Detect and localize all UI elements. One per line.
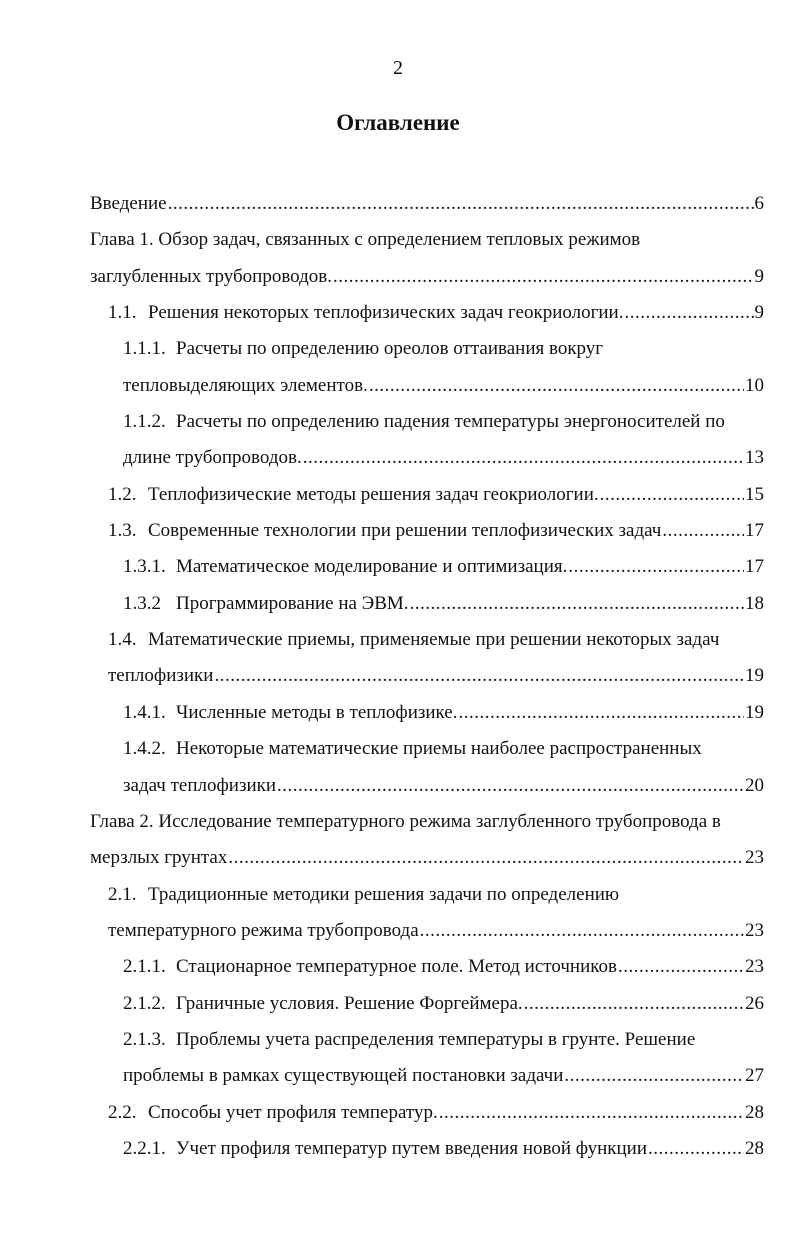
toc-entry-title: Учет профиля температур путем введения новой функции [176, 1137, 648, 1159]
toc-entry-2-1-1[interactable] [123, 949, 764, 985]
dot-leader [410, 586, 744, 622]
dot-leader [214, 658, 744, 694]
toc-entry-1-3[interactable] [108, 513, 764, 549]
dot-leader [420, 913, 744, 949]
toc-entry-title: Стационарное температурное поле. Метод источников [176, 956, 617, 978]
toc-entry-title: Граничные условия. Решение Форгеймера. [176, 992, 523, 1014]
toc-entry-title: Проблемы учета распределения температуры в грунте. Решение [176, 1028, 696, 1050]
toc-entry-title-continued: тепловыделяющих элементов. [123, 374, 368, 396]
toc-entry-number: 2.2. [108, 1101, 137, 1123]
dot-leader [564, 1058, 744, 1094]
toc-entry-page: 13 [745, 447, 764, 469]
toc-entry-page: 9 [754, 265, 764, 287]
toc-entry-title: Решения некоторых теплофизических задач геокриологии. [148, 302, 624, 324]
toc-entry-number: 1.3.1. [123, 556, 166, 578]
dot-leader [624, 295, 753, 331]
toc-entry-chapter-1[interactable] [90, 222, 764, 295]
toc-entry-chapter-2[interactable] [90, 804, 764, 877]
toc-entry-title-continued: теплофизики [108, 665, 214, 687]
toc-entry-1-2[interactable] [108, 477, 764, 513]
toc-entry-2-1-3[interactable] [123, 1022, 764, 1095]
dot-leader [600, 477, 744, 513]
dot-leader [333, 259, 753, 295]
toc-entry-number: 1.3.2 [123, 592, 161, 614]
toc-entry-1-4-2[interactable] [123, 731, 764, 804]
toc-entry-title-continued: заглубленных трубопроводов. [90, 265, 333, 287]
toc-entry-1-4[interactable] [108, 622, 764, 695]
toc-entry-page: 17 [745, 520, 764, 542]
toc-entry-page: 9 [754, 302, 764, 324]
toc-entry-page: 15 [745, 483, 764, 505]
toc-entry-title: Традиционные методики решения задачи по определению [148, 883, 620, 905]
toc-entry-title: Современные технологии при решении теплофизических задач [148, 520, 662, 542]
toc-entry-title: Глава 1. Обзор задач, связанных с определением тепловых режимов [90, 229, 641, 251]
toc-entry-number: 2.2.1. [123, 1137, 166, 1159]
toc-entry-title: Математические приемы, применяемые при решении некоторых задач [148, 629, 720, 651]
toc-entry-title-continued: мерзлых грунтах [90, 847, 228, 869]
toc-entry-number: 1.4. [108, 629, 137, 651]
toc-entry-number: 2.1.2. [123, 992, 166, 1014]
dot-leader [303, 440, 744, 476]
toc-entry-page: 28 [745, 1101, 764, 1123]
toc-entry-page: 26 [745, 992, 764, 1014]
page-number: 2 [393, 57, 403, 79]
toc-title: Оглавление [336, 110, 460, 135]
toc-entry-page: 28 [745, 1137, 764, 1159]
toc-entry-page: 10 [745, 374, 764, 396]
dot-leader [524, 986, 744, 1022]
toc-entry-number: 1.1.1. [123, 338, 166, 360]
dot-leader [228, 840, 744, 876]
toc-entry-page: 19 [745, 701, 764, 723]
table-of-contents [90, 186, 764, 1167]
toc-entry-title: Математическое моделирование и оптимизация. [176, 556, 568, 578]
dot-leader [277, 768, 744, 804]
toc-entry-title: Численные методы в теплофизике. [176, 701, 458, 723]
dot-leader [618, 949, 744, 985]
toc-entry-page: 23 [745, 847, 764, 869]
toc-entry-title: Способы учет профиля температур. [148, 1101, 438, 1123]
dot-leader [662, 513, 744, 549]
toc-entry-number: 2.1.3. [123, 1028, 166, 1050]
toc-entry-title: Глава 2. Исследование температурного режима заглубленного трубопровода в [90, 810, 721, 832]
toc-entry-page: 23 [745, 919, 764, 941]
toc-entry-2-2[interactable] [108, 1095, 764, 1131]
toc-entry-2-1-2[interactable] [123, 986, 764, 1022]
toc-entry-number: 1.4.2. [123, 738, 166, 760]
toc-entry-title-continued: температурного режима трубопровода [108, 919, 419, 941]
toc-entry-1-3-1[interactable] [123, 549, 764, 585]
toc-entry-2-1[interactable] [108, 877, 764, 950]
toc-entry-title-continued: длине трубопроводов. [123, 447, 302, 469]
toc-entry-number: 1.2. [108, 483, 137, 505]
toc-entry-number: 1.4.1. [123, 701, 166, 723]
toc-entry-page: 23 [745, 956, 764, 978]
toc-entry-page: 19 [745, 665, 764, 687]
toc-entry-title-continued: задач теплофизики [123, 774, 277, 796]
toc-entry-1-4-1[interactable] [123, 695, 764, 731]
toc-entry-title: Расчеты по определению падения температуры энергоносителей по [176, 411, 725, 433]
toc-entry-number: 1.1. [108, 302, 137, 324]
toc-entry-2-2-1[interactable] [123, 1131, 764, 1167]
dot-leader [459, 695, 745, 731]
toc-entry-1-1[interactable] [108, 295, 764, 331]
toc-entry-introduction[interactable] [90, 186, 764, 222]
toc-entry-number: 2.1. [108, 883, 137, 905]
toc-entry-title: Введение [90, 193, 167, 214]
dot-leader [648, 1131, 744, 1167]
toc-entry-title: Расчеты по определению ореолов оттаивания вокруг [176, 338, 604, 360]
toc-entry-1-3-2[interactable] [123, 586, 764, 622]
toc-entry-page: 18 [745, 592, 764, 614]
dot-leader [369, 368, 744, 404]
toc-entry-page: 6 [754, 193, 764, 214]
toc-entry-title: Программирование на ЭВМ. [176, 592, 409, 614]
dot-leader [168, 186, 754, 222]
toc-entry-number: 2.1.1. [123, 956, 166, 978]
toc-entry-title: Теплофизические методы решения задач геокриологии. [148, 483, 599, 505]
toc-entry-page: 27 [745, 1065, 764, 1087]
toc-entry-title-continued: проблемы в рамках существующей постановки задачи [123, 1065, 564, 1087]
dot-leader [439, 1095, 744, 1131]
toc-entry-number: 1.3. [108, 520, 137, 542]
toc-entry-1-1-1[interactable] [123, 331, 764, 404]
toc-entry-number: 1.1.2. [123, 411, 166, 433]
dot-leader [568, 549, 744, 585]
toc-entry-1-1-2[interactable] [123, 404, 764, 477]
toc-entry-page: 17 [745, 556, 764, 578]
toc-entry-title: Некоторые математические приемы наиболее распространенных [176, 738, 702, 760]
toc-entry-page: 20 [745, 774, 764, 796]
